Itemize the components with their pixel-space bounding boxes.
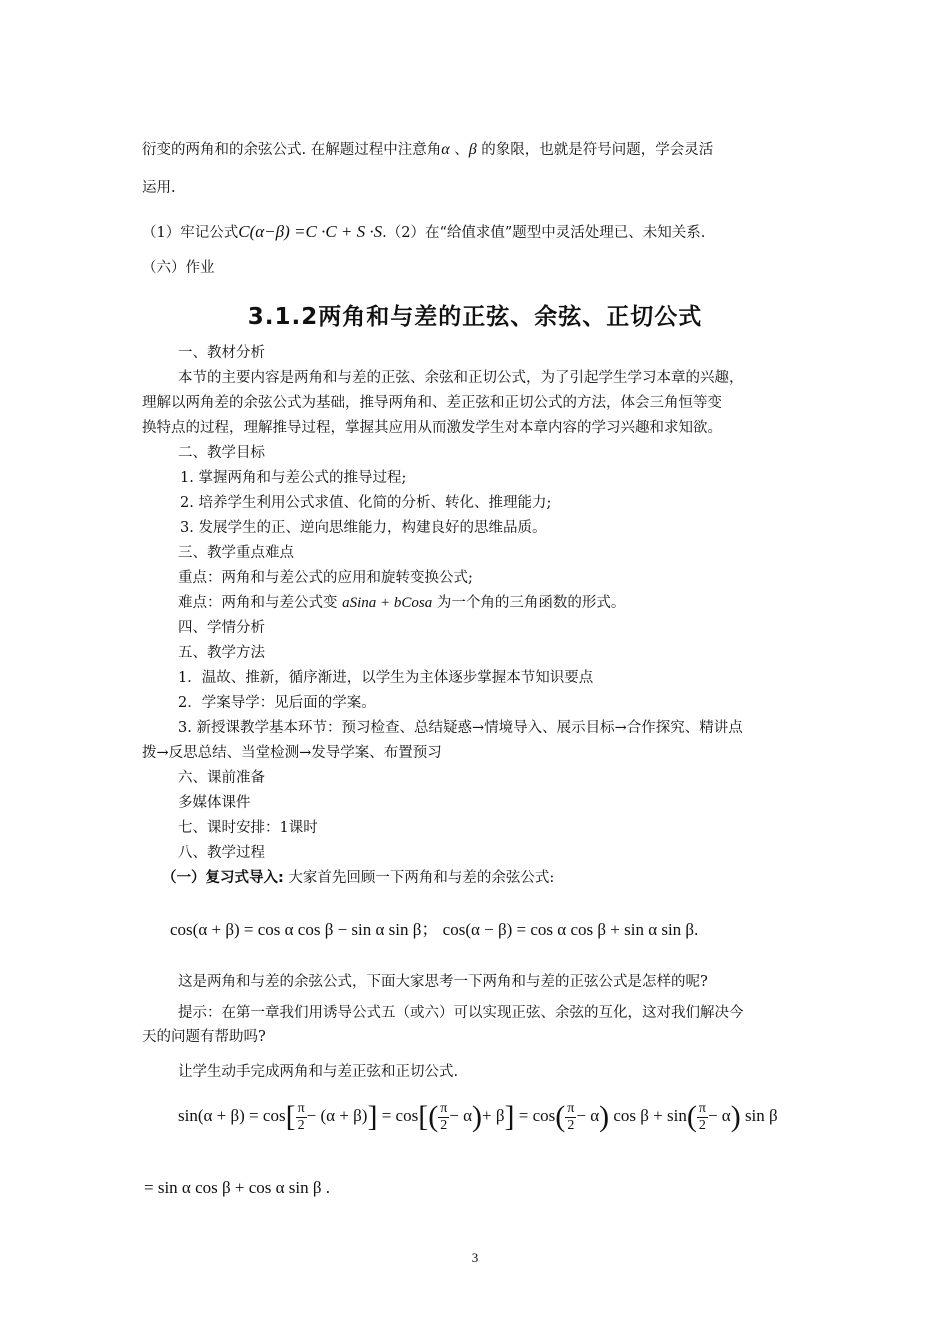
difficulty-point: 难点：两角和与差公式变 aSina + bCosa 为一个角的三角函数的形式。 (178, 595, 626, 611)
method-item-1: 1．温故、推新，循序渐进，以学生为主体逐步掌握本节知识要点 (178, 670, 594, 686)
paragraph-task: 让学生动手完成两角和与差正弦和正切公式. (178, 1064, 459, 1080)
heading-4: 四、学情分析 (178, 620, 265, 636)
cos-sum-formula: cos(α + β) = cos α cos β − sin α sin β (170, 920, 422, 939)
sine-sum-result: = sin α cos β + cos α sin β . (144, 1178, 331, 1197)
paragraph-hint-line-2: 天的问题有帮助吗? (142, 1029, 266, 1045)
cosine-formulas: cos(α + β) = cos α cos β − sin α sin β； cos(α − β) = cos α cos β + sin α sin β. (170, 920, 699, 939)
sine-sum-derivation: sin(α + β) = cos[ $\frac{\pi}{2}$ − (α + β)] = cos[( $\frac{\pi}{2}$ − α)+ β] = cos( $\frac{\pi}{2}$ − α) cos β + sin( $\frac{\pi}{2}$ − α) sin β (178, 1100, 778, 1133)
cos-diff-formula: cos(α − β) = cos α cos β + sin α sin β (442, 920, 695, 939)
heading-2: 二、教学目标 (178, 445, 265, 461)
method-item-3-line-1: 3. 新授课教学基本环节：预习检查、总结疑惑→情境导入、展示目标→合作探究、精讲点 (178, 720, 743, 736)
intro-line-2: 运用. (142, 180, 176, 196)
beta-symbol: β (468, 141, 477, 158)
heading-1: 一、教材分析 (178, 345, 265, 361)
heading-3: 三、教学重点难点 (178, 545, 294, 561)
subheading-review: （一）复习式导入: 大家首先回顾一下两角和与差的余弦公式: (162, 870, 555, 886)
alpha-symbol: α (441, 141, 450, 158)
goal-item-2: 2. 培养学生利用公式求值、化简的分析、转化、推理能力; (180, 495, 552, 511)
paragraph-hint-line-1: 提示：在第一章我们用诱导公式五（或六）可以实现正弦、余弦的互化，这对我们解决今 (178, 1005, 744, 1021)
method-item-3-line-2: 拨→反思总结、当堂检测→发导学案、布置预习 (142, 745, 442, 761)
paragraph-1-line-2: 理解以两角差的余弦公式为基础，推导两角和、差正弦和正切公式的方法，体会三角恒等变 (142, 395, 722, 411)
section-title: 3.1.2两角和与差的正弦、余弦、正切公式 (247, 304, 703, 330)
page-number: 3 (471, 1250, 479, 1265)
heading-8: 八、教学过程 (178, 845, 265, 861)
preparation-item: 多媒体课件 (178, 795, 251, 811)
paragraph-1-line-3: 换特点的过程，理解推导过程，掌握其应用从而激发学生对本章内容的学习兴趣和求知欲。 (142, 420, 722, 436)
method-item-2: 2．学案导学：见后面的学案。 (178, 695, 376, 711)
paragraph-question: 这是两角和与差的余弦公式，下面大家思考一下两角和与差的正弦公式是怎样的呢? (178, 974, 708, 990)
heading-6: 六、课前准备 (178, 770, 265, 786)
goal-item-3: 3. 发展学生的正、逆向思维能力，构建良好的思维品质。 (180, 520, 547, 536)
intro-line-1: 衍变的两角和的余弦公式. 在解题过程中注意角α 、β 的象限，也就是符号问题，学会灵活 (142, 141, 714, 158)
goal-item-1: 1. 掌握两角和与差公式的推导过程; (180, 470, 407, 486)
summary-formula: C(α−β) =C ·C + S ·S (238, 222, 383, 241)
paragraph-1-line-1: 本节的主要内容是两角和与差的正弦、余弦和正切公式，为了引起学生学习本章的兴趣， (178, 370, 744, 386)
key-point: 重点：两角和与差公式的应用和旋转变换公式; (178, 570, 473, 586)
difficulty-expression: aSina + bCosa (342, 595, 433, 611)
heading-5: 五、教学方法 (178, 645, 265, 661)
heading-7: 七、课时安排：1课时 (178, 820, 318, 836)
homework-heading: （六）作业 (142, 260, 215, 276)
intro-summary: （1）牢记公式C(α−β) =C ·C + S ·S.（2）在“给值求值”题型中灵活处理已、未知关系. (142, 222, 706, 241)
